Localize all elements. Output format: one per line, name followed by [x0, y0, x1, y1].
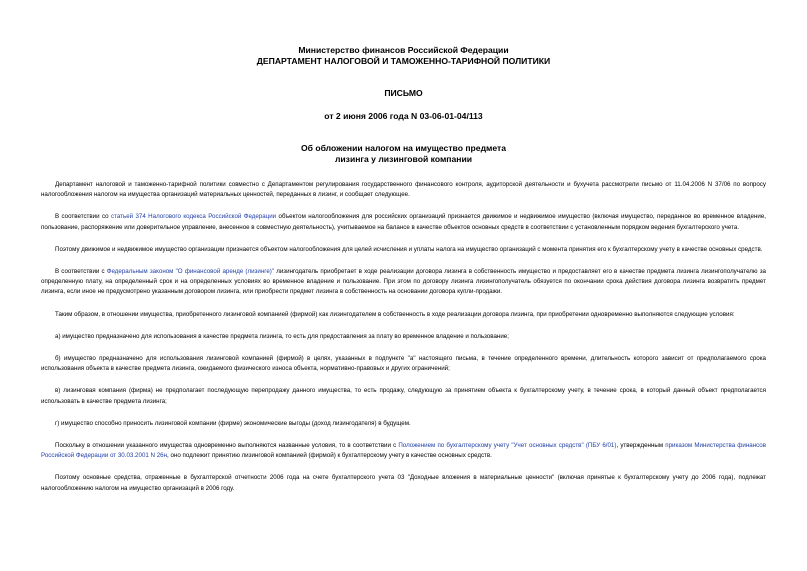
letter-body: [41, 180, 766, 506]
paragraph-10: [41, 441, 766, 461]
leasing-law-link[interactable]: Федеральным законом "О финансовой аренде (лизинге)": [106, 268, 275, 276]
ministry-title: Министерство финансов Российской Федерации: [298, 45, 509, 55]
condition-c: в) лизинговая компания (фирма) не предполагает последующую перепродажу данного имущества, то есть продажу, следующую за принятием объекта к бухгалтерскому учету, в течение срока, в который данный объект предполагается использовать в качестве предмета лизинга;: [41, 387, 766, 405]
subject-line-2: лизинга у лизинговой компании: [334, 153, 473, 164]
paragraph-4-text-b: лизингодатель приобретает в ходе реализации договора лизинга в собственность имущество и предоставляет его в качестве предмета лизинга лизингополучателю за определенную плату, на определенный срок и на определенных условиях во временное владение и пользование. При этом по договору лизинга лизингополучатель обязуется по окончании срока действия договора лизинга возвратить предмет лизинга, если иное не предусмотрено указанным договором лизинга, или приобрести предмет лизинга в собственность на основании договора купли-продажи.: [41, 268, 766, 296]
paragraph-5: Таким образом, в отношении имущества, приобретенного лизинговой компанией (фирмой) как лизингодателем в собственность в ходе реализации договора лизинга, при приобретении одновременно выполняются следующие условия:: [55, 310, 735, 318]
pbu-6-01-link[interactable]: Положением по бухгалтерскому учету "Учет основных средств" (ПБУ 6/01): [398, 442, 617, 450]
paragraph-10-text-b: , утвержденным: [616, 442, 666, 450]
department-title: ДЕПАРТАМЕНТ НАЛОГОВОЙ И ТАМОЖЕННО-ТАРИФНОЙ ПОЛИТИКИ: [256, 55, 551, 66]
document-date-number: от 2 июня 2006 года N 03-06-01-04/113: [324, 110, 483, 121]
document-type: ПИСЬМО: [384, 88, 423, 98]
paragraph-3: Поэтому движимое и недвижимое имущество организации признается объектом налогообложения для целей исчисления и уплаты налога на имущество организаций с момента принятия его к бухгалтерскому учету в качестве основных средств.: [55, 245, 763, 253]
condition-d: г) имущество способно приносить лизинговой компании (фирме) экономические выгоды (доход лизингодателя) в будущем.: [55, 419, 411, 427]
paragraph-2-text-b: объектом налогообложения для российских организаций признается движимое и недвижимое имущество (включая имущество, переданное во временное владение, пользование, распоряжение или доверительное управление, внесенное в совместную деятельность), учитываемое на балансе в качестве объектов основных средств в соответствии с установленным порядком ведения бухгалтерского учета.: [41, 213, 766, 231]
paragraph-2-text-a: В соответствии со: [55, 213, 111, 221]
paragraph-1: Департамент налоговой и таможенно-тарифной политики совместно с Департаментом регулирования государственного финансового контроля, аудиторской деятельности и бухучета рассмотрели письмо от 11.04.2006 N 37/06 по вопросу налогообложения налогом на имущества организаций материальных ценностей, переданных в лизинг, и сообщает следующее.: [41, 181, 766, 199]
paragraph-11: Поэтому основные средства, отраженные в бухгалтерской отчетности 2006 года на счете бухгалтерского учета 03 "Доходные вложения в материальные ценности" (включая принятые к бухгалтерскому учету до 2006 года), подлежат налогообложению налогом на имущество организаций в 2006 году.: [41, 474, 766, 492]
paragraph-4: [41, 267, 766, 298]
condition-a: а) имущество предназначено для использования в качестве предмета лизинга, то есть для предоставления за плату во временное владение и пользование;: [55, 332, 509, 340]
paragraph-10-text-c: , оно подлежит принятию лизинговой компанией (фирмой) к бухгалтерскому учету в качестве основных средств.: [167, 452, 492, 460]
subject-line-1: Об обложении налогом на имущество предмета: [300, 143, 507, 153]
paragraph-2: [41, 212, 766, 232]
condition-b: б) имущество предназначено для использования лизинговой компанией (фирмой) в целях, указанных в подпункте "а" настоящего письма, в течение определенного времени, длительность которого зависит от предполагаемого срока использования объекта в качестве предмета лизинга, ожидаемого физического износа объекта, нормативно-правовых и других ограничений;: [41, 355, 766, 373]
tax-code-article-374-link[interactable]: статьей 374 Налогового кодекса Российской Федерации: [110, 213, 277, 221]
minfin-order-26n-link[interactable]: приказом Министерства финансов Российской Федерации от 30.03.2001 N 26н: [41, 442, 767, 460]
paragraph-4-text-a: В соответствии с: [55, 268, 107, 276]
paragraph-10-text-a: Поскольку в отношении указанного имущества одновременно выполняются названные условия, то в соответствии с: [55, 442, 399, 450]
